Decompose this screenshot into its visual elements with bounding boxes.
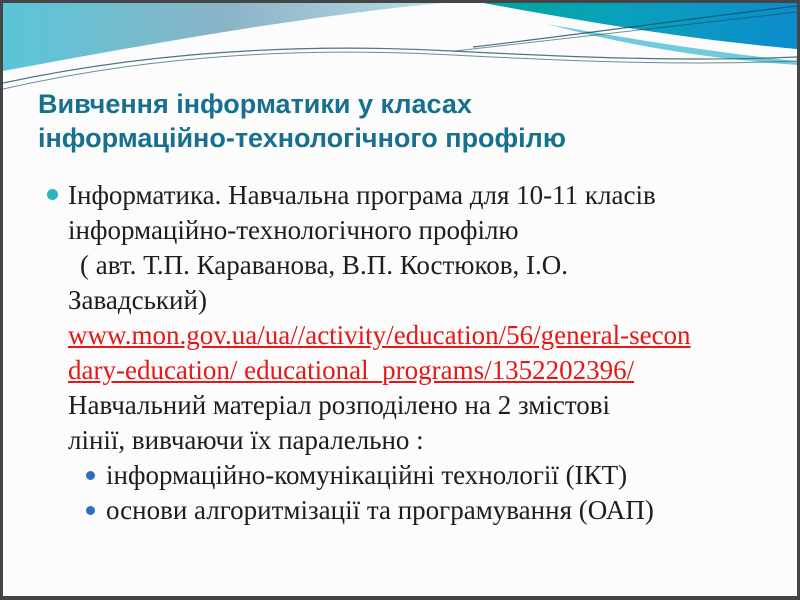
authors-line-1: ( авт. Т.П. Караванова, В.П. Костюков, І.О. (80, 250, 568, 280)
bullet-text-line-1: Інформатика. Навчальна програма для 10-11 класів (68, 180, 656, 210)
hyperlink-line-2[interactable]: dary-education/ educational_programs/1352202396/ (68, 355, 635, 385)
sub-bullet-icon (86, 506, 95, 515)
bullet-icon (47, 189, 58, 200)
slide-title (38, 87, 566, 155)
sub-bullet-item (38, 458, 778, 493)
sub-bullet-item (38, 493, 778, 528)
sub-bullet-text: основи алгоритмізації та програмування (ОАП) (106, 495, 654, 525)
title-line-1: Вивчення інформатики у класах (38, 89, 472, 119)
title-line-2: інформаційно-технологічного профілю (38, 123, 566, 153)
note-line-2: лінії, вивчаючи їх паралельно : (68, 425, 424, 455)
hyperlink-line-1[interactable]: www.mon.gov.ua/ua//activity/education/56/general-secon (68, 320, 691, 350)
bullet-text-line-2: інформаційно-технологічного профілю (68, 215, 519, 245)
slide-body (38, 178, 778, 528)
bullet-item (38, 178, 778, 213)
note-line-1: Навчальний матеріал розподілено на 2 змістові (68, 390, 611, 420)
authors-line-2: Завадський) (68, 285, 207, 315)
sub-bullet-text: інформаційно-комунікаційні технології (ІКТ) (106, 460, 628, 490)
sub-bullet-icon (86, 471, 95, 480)
